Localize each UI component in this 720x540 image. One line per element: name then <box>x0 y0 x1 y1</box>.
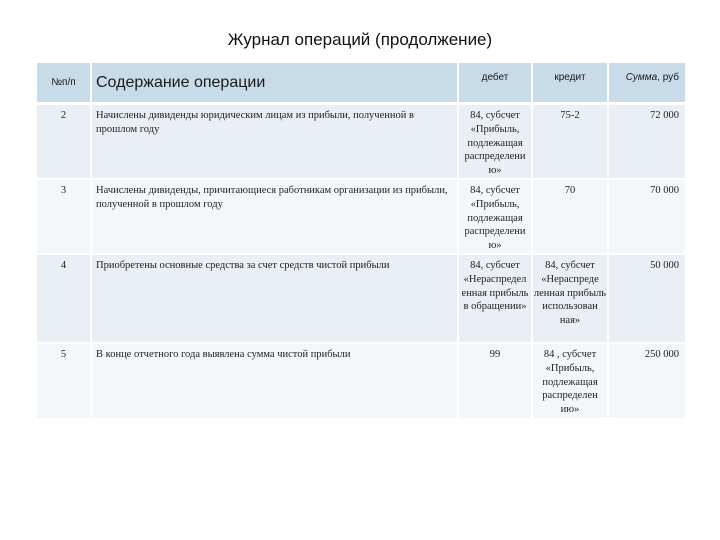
table-row <box>37 344 685 420</box>
header-amount <box>607 63 685 105</box>
row-amount: 250 000 <box>607 344 685 420</box>
table-row <box>37 105 685 180</box>
row-num: 5 <box>37 344 90 420</box>
header-credit: кредит <box>531 63 607 105</box>
row-debit: 84, субсчет «Нераспредел енная прибыль в обращении» <box>457 255 531 344</box>
row-amount: 72 000 <box>607 105 685 180</box>
header-num: №п/п <box>37 63 90 105</box>
row-debit: 84, субсчет «Прибыль, подлежащая распределени ю» <box>457 180 531 255</box>
table-row <box>37 255 685 344</box>
row-amount: 70 000 <box>607 180 685 255</box>
row-credit: 84, субсчет «Нераспреде ленная прибыль использован ная» <box>531 255 607 344</box>
table-header-row <box>37 63 685 105</box>
row-description: Приобретены основные средства за счет средств чистой прибыли <box>90 255 457 344</box>
table-row <box>37 180 685 255</box>
page-title: Журнал операций (продолжение) <box>227 30 493 49</box>
operations-journal-table <box>37 63 685 420</box>
row-credit: 84 , субсчет «Прибыль, подлежащая распределен ию» <box>531 344 607 420</box>
header-amount-unit: , руб <box>657 72 679 83</box>
header-description: Содержание операции <box>90 63 457 105</box>
row-description: Начислены дивиденды, причитающиеся работникам организации из прибыли, полученной в прошлом году <box>90 180 457 255</box>
row-credit: 75-2 <box>531 105 607 180</box>
row-credit: 70 <box>531 180 607 255</box>
row-amount: 50 000 <box>607 255 685 344</box>
row-num: 4 <box>37 255 90 344</box>
row-num: 3 <box>37 180 90 255</box>
row-description: В конце отчетного года выявлена сумма чистой прибыли <box>90 344 457 420</box>
header-debit: дебет <box>457 63 531 105</box>
row-debit: 84, субсчет «Прибыль, подлежащая распределени ю» <box>457 105 531 180</box>
header-amount-label: Сумма <box>625 72 658 83</box>
row-description: Начислены дивиденды юридическим лицам из прибыли, полученной в прошлом году <box>90 105 457 180</box>
row-debit: 99 <box>457 344 531 420</box>
row-num: 2 <box>37 105 90 180</box>
